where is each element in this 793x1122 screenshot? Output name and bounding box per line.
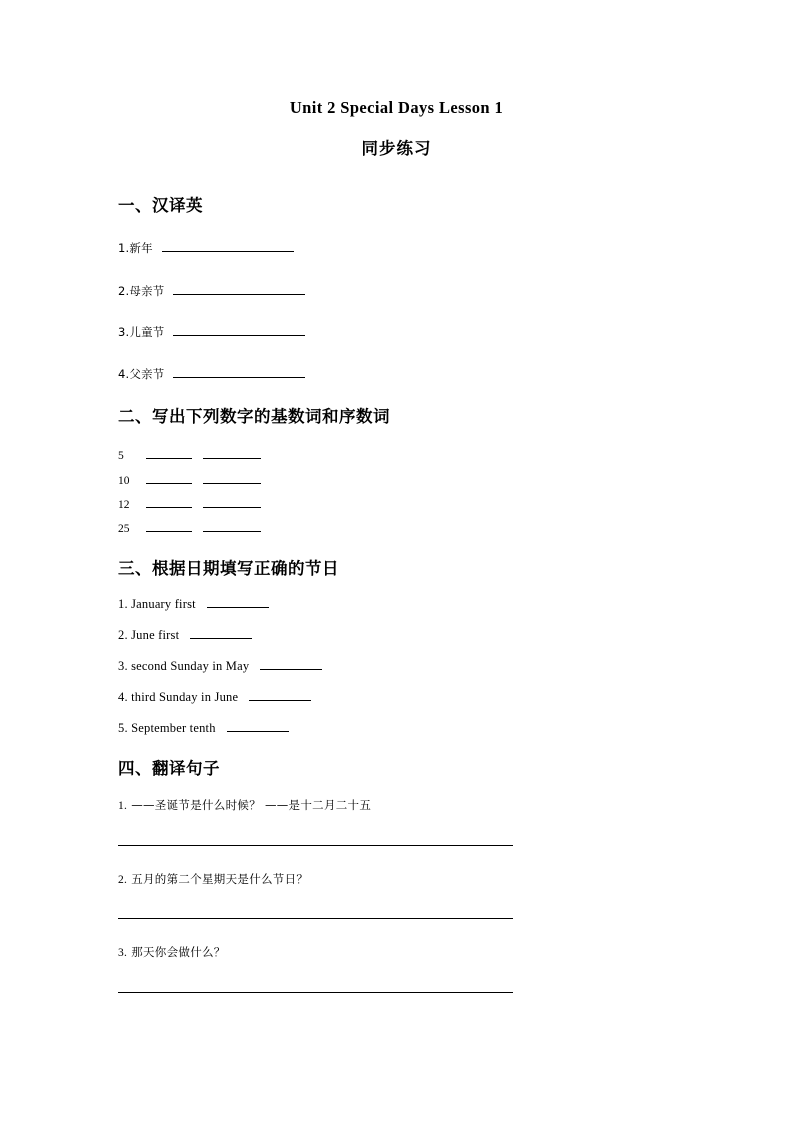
question-row-3-2 — [118, 627, 252, 643]
question-label: 1. January first — [118, 597, 196, 611]
question-label: 4. third Sunday in June — [118, 690, 239, 704]
translate-sentence-3 — [118, 944, 226, 960]
answer-blank[interactable] — [249, 689, 311, 701]
answer-line-1[interactable] — [118, 845, 513, 846]
sentence-text: 五月的第二个星期天是什么节日？ — [131, 872, 309, 886]
page-title: Unit 2 Special Days Lesson 1 — [289, 98, 504, 117]
ordinal-blank[interactable] — [203, 520, 261, 532]
answer-blank[interactable] — [173, 283, 305, 295]
ordinal-blank[interactable] — [203, 472, 261, 484]
answer-blank[interactable] — [260, 658, 322, 670]
answer-blank[interactable] — [173, 366, 305, 378]
question-row-3-4 — [118, 689, 311, 705]
cardinal-blank[interactable] — [146, 472, 192, 484]
sentence-text: 那天你会做什么？ — [131, 945, 226, 959]
question-label: 3.儿童节 — [118, 325, 165, 339]
number-label: 12 — [118, 499, 130, 511]
question-row-1-3 — [118, 324, 305, 340]
translate-sentence-2 — [118, 871, 308, 887]
sentence-text: ——圣诞节是什么时候？ ——是十二月二十五 — [131, 798, 372, 812]
section-heading-4: 四、翻译句子 — [118, 759, 220, 778]
sentence-index: 3. — [118, 947, 128, 959]
question-label: 2.母亲节 — [118, 284, 165, 298]
number-label: 10 — [118, 475, 130, 487]
ordinal-blank[interactable] — [203, 496, 261, 508]
question-label: 2. June first — [118, 628, 180, 642]
question-label: 1.新年 — [118, 241, 153, 255]
answer-line-3[interactable] — [118, 992, 513, 993]
question-row-2-1 — [118, 447, 261, 462]
answer-blank[interactable] — [173, 324, 305, 336]
number-label: 5 — [118, 450, 124, 462]
cardinal-blank[interactable] — [146, 520, 192, 532]
section-heading-2: 二、写出下列数字的基数词和序数词 — [118, 407, 390, 426]
question-row-1-2 — [118, 283, 305, 299]
question-label: 4.父亲节 — [118, 367, 165, 381]
answer-blank[interactable] — [162, 240, 294, 252]
question-row-1-4 — [118, 366, 305, 382]
sentence-index: 1. — [118, 800, 128, 812]
cardinal-blank[interactable] — [146, 447, 192, 459]
number-label: 25 — [118, 523, 130, 535]
section-heading-3: 三、根据日期填写正确的节日 — [118, 559, 339, 578]
question-row-3-3 — [118, 658, 322, 674]
page-subtitle: 同步练习 — [361, 139, 432, 158]
section-heading-1: 一、汉译英 — [118, 196, 203, 215]
answer-line-2[interactable] — [118, 918, 513, 919]
cardinal-blank[interactable] — [146, 496, 192, 508]
question-row-2-2 — [118, 472, 261, 487]
question-row-3-1 — [118, 596, 269, 612]
answer-blank[interactable] — [207, 596, 269, 608]
question-row-2-4 — [118, 520, 261, 535]
answer-blank[interactable] — [227, 720, 289, 732]
sentence-index: 2. — [118, 874, 128, 886]
question-label: 3. second Sunday in May — [118, 659, 250, 673]
question-row-3-5 — [118, 720, 289, 736]
translate-sentence-1 — [118, 797, 371, 813]
ordinal-blank[interactable] — [203, 447, 261, 459]
question-row-1-1 — [118, 240, 294, 256]
question-label: 5. September tenth — [118, 721, 216, 735]
question-row-2-3 — [118, 496, 261, 511]
answer-blank[interactable] — [190, 627, 252, 639]
